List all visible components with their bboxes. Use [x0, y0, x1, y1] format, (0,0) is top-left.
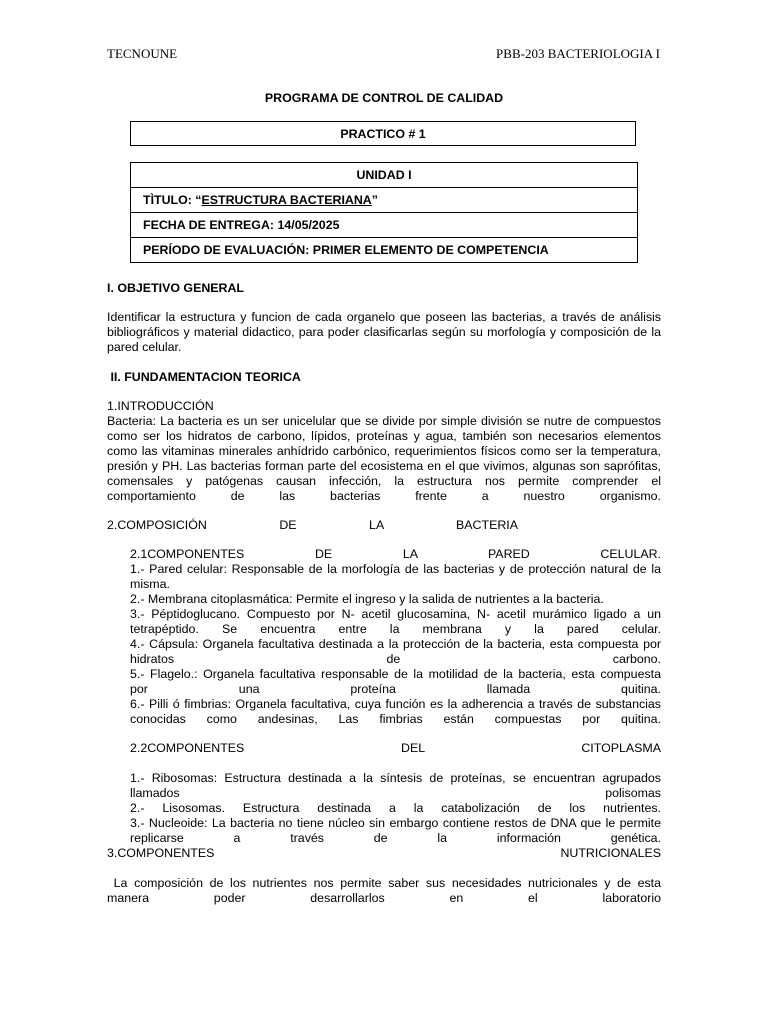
pared-line: conocidas como andesinas, Las fimbrias están compuestas por quitina. [130, 712, 661, 726]
pared-line: 4.- Cápsula: Organela facultativa destinada a la protección de la bacteria, esta compuesta por [130, 637, 661, 651]
nutricionales-heading-text: 3.COMPONENTES NUTRICIONALES [107, 846, 661, 860]
pared-line: tetrapéptido. Se encuentra entre la membrana y la pared celular. [130, 622, 661, 636]
pared-line: por una proteína llamada quitina. [130, 682, 661, 696]
pared-section [130, 547, 661, 727]
citoplasma-line: replicarse a través de la información genética. [130, 831, 661, 845]
citoplasma-line: llamados polisomas [130, 786, 661, 800]
fecha-cell: FECHA DE ENTREGA: 14/05/2025 [131, 213, 638, 238]
composicion-heading [107, 518, 518, 533]
nutricion-line: manera poder desarrollarlos en el laboratorio [107, 891, 661, 905]
pared-line: 2.- Membrana citoplasmática: Permite el ingreso y la salida de nutrientes a la bacteria. [130, 592, 604, 606]
nutricionales-heading [107, 846, 661, 861]
info-table [130, 162, 638, 263]
titulo-label: TÌTULO: “ [143, 193, 202, 207]
nutricion-line: La composición de los nutrientes nos permite saber sus necesidades nutricionales y de esta [107, 876, 661, 890]
objetivo-line: Identificar la estructura y funcion de cada organelo que poseen las bacterias, a través de análisis [107, 310, 661, 324]
intro-line: como las vitaminas minerales anhídrido carbónico, requerimientos físicos como ser la temperatura, [107, 444, 661, 458]
citoplasma-section [130, 771, 661, 846]
objetivo-heading: I. OBJETIVO GENERAL [107, 281, 245, 295]
objetivo-paragraph [107, 310, 661, 355]
fundamentacion-heading: II. FUNDAMENTACION TEORICA [107, 370, 301, 384]
practico-box: PRACTICO # 1 [130, 121, 636, 146]
citoplasma-line: 1.- Ribosomas: Estructura destinada a la síntesis de proteínas, se encuentran agrupados [130, 771, 661, 785]
pared-line: hidratos de carbono. [130, 652, 661, 666]
citoplasma-heading [130, 741, 661, 756]
intro-paragraph [107, 414, 661, 504]
objetivo-line: pared celular. [107, 340, 182, 354]
titulo-end: ” [371, 193, 378, 207]
composicion-heading-text: 2.COMPOSICIÓN DE LA BACTERIA [107, 518, 518, 532]
intro-line: como ser los hidratos de carbono, lípidos, proteínas y agua, también son necesarios elementos [107, 429, 661, 443]
citoplasma-line: 3.- Nucleoide: La bacteria no tiene núcleo sin embargo contiene restos de DNA que le permite [130, 816, 661, 830]
intro-heading: 1.INTRODUCCIÓN [107, 399, 214, 413]
citoplasma-line: 2.- Lisosomas. Estructura destinada a la catabolización de los nutrientes. [130, 801, 661, 815]
titulo-cell [131, 188, 638, 213]
intro-line: comportamiento de las bacterias frente a nuestro organismo. [107, 489, 661, 503]
pared-line: misma. [130, 577, 170, 591]
pared-line: 3.- Péptidoglucano. Compuesto por N- acetil glucosamina, N- acetil murámico ligado a un [130, 607, 661, 621]
citoplasma-heading-text: 2.2COMPONENTES DEL CITOPLASMA [130, 741, 661, 755]
periodo-cell: PERÍODO DE EVALUACIÓN: PRIMER ELEMENTO DE COMPETENCIA [131, 238, 638, 263]
unidad-cell: UNIDAD I [131, 163, 638, 188]
pared-line: 6.- Pilli ó fimbrias: Organela facultativa, cuya función es la adherencia a través de substancias [130, 697, 661, 711]
titulo-value: ESTRUCTURA BACTERIANA [201, 193, 372, 207]
pared-heading: 2.1COMPONENTES DE LA PARED CELULAR. [130, 547, 661, 561]
document-title: PROGRAMA DE CONTROL DE CALIDAD [264, 91, 504, 105]
intro-line: comensales y patógenas causan infección, la estructura nos permite comprender el [107, 474, 661, 488]
pared-line: 1.- Pared celular: Responsable de la morfología de las bacterias y de protección natural de la [130, 562, 661, 576]
pared-line: 5.- Flagelo.: Organela facultativa responsable de la motilidad de la bacteria, esta compuesta [130, 667, 661, 681]
header-left: TECNOUNE [107, 46, 178, 61]
intro-line: Bacteria: La bacteria es un ser unicelular que se divide por simple división se nutre de compuestos [107, 414, 661, 428]
header-right: PBB-203 BACTERIOLOGIA I [496, 46, 660, 61]
intro-line: presión y PH. Las bacterias forman parte del ecosistema en el que vivimos, algunas son saprófitas, [107, 459, 661, 473]
nutricion-paragraph [107, 876, 661, 906]
objetivo-line: bibliográficos y material didactico, para poder clasificarlas según su morfología y composición de la [107, 325, 661, 339]
